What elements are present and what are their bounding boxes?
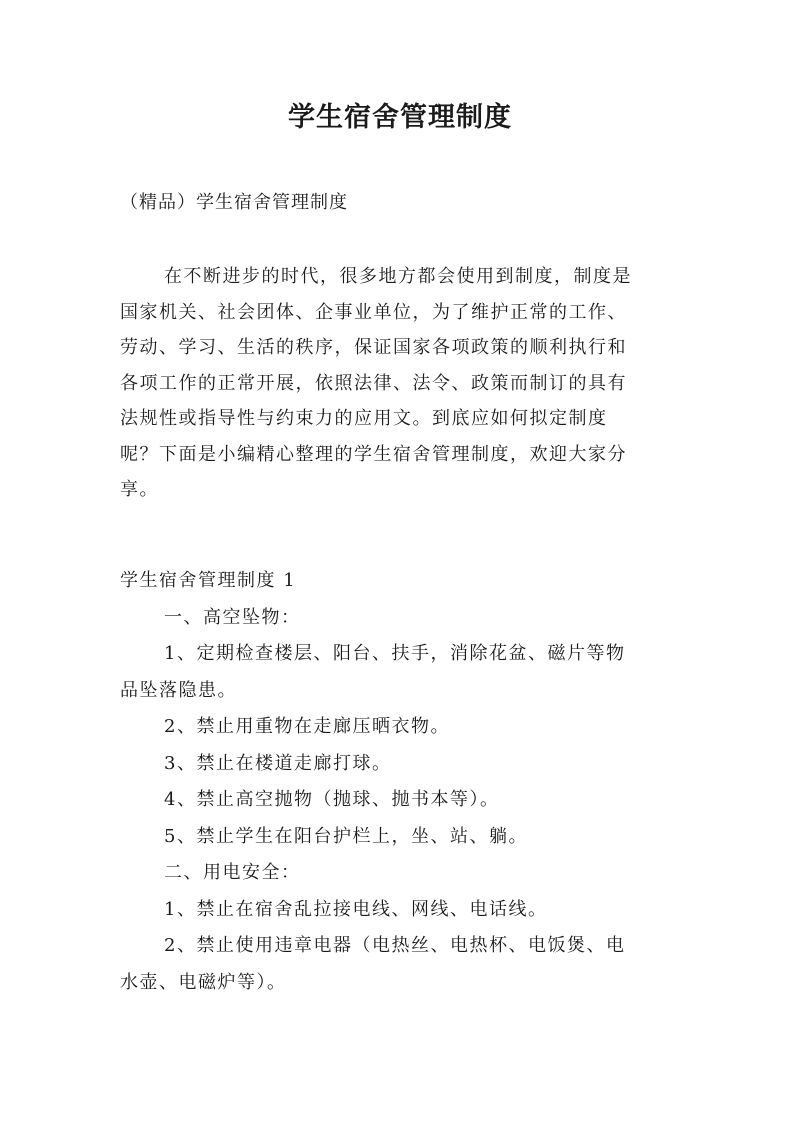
section-item-heading: 一、高空坠物： (164, 606, 301, 628)
section-item: 2、禁止使用违章电器（电热丝、电热杯、电饭煲、电 (164, 935, 626, 956)
section-item: 3、禁止在楼道走廊打球。 (164, 752, 392, 774)
section-item-continuation: 品坠落隐患。 (120, 679, 237, 701)
intro-paragraph (120, 259, 700, 508)
section-item: 2、禁止用重物在走廊压晒衣物。 (164, 716, 450, 737)
section-item: 1、定期检查楼层、阳台、扶手，消除花盆、磁片等物 (164, 643, 626, 664)
section-item: 1、禁止在宿舍乱拉接电线、网线、电话线。 (164, 898, 548, 920)
section-heading: 学生宿舍管理制度 1 (120, 570, 297, 591)
section-1 (120, 563, 700, 1001)
section-item-continuation: 水壶、电磁炉等）。 (120, 971, 287, 993)
section-item: 5、禁止学生在阳台护栏上，坐、站、躺。 (164, 825, 528, 847)
document-subtitle: （精品）学生宿舍管理制度 (120, 192, 348, 213)
section-item-heading: 二、用电安全： (164, 862, 301, 883)
section-item: 4、禁止高空抛物（抛球、抛书本等）。 (164, 789, 500, 810)
intro-line: 各项工作的正常开展，依照法律、法令、政策而制订的具有 (120, 372, 627, 394)
intro-line: 呢？下面是小编精心整理的学生宿舍管理制度，欢迎大家分 (120, 443, 627, 465)
intro-line: 享。 (120, 479, 159, 500)
intro-line: 法规性或指导性与约束力的应用文。到底应如何拟定制度 (120, 408, 608, 429)
document-title: 学生宿舍管理制度 (288, 102, 512, 133)
intro-line: 国家机关、社会团体、企事业单位，为了维护正常的工作、 (120, 301, 627, 323)
intro-line: 在不断进步的时代，很多地方都会使用到制度，制度是 (164, 266, 632, 287)
intro-line: 劳动、学习、生活的秩序，保证国家各项政策的顺利执行和 (120, 337, 627, 358)
